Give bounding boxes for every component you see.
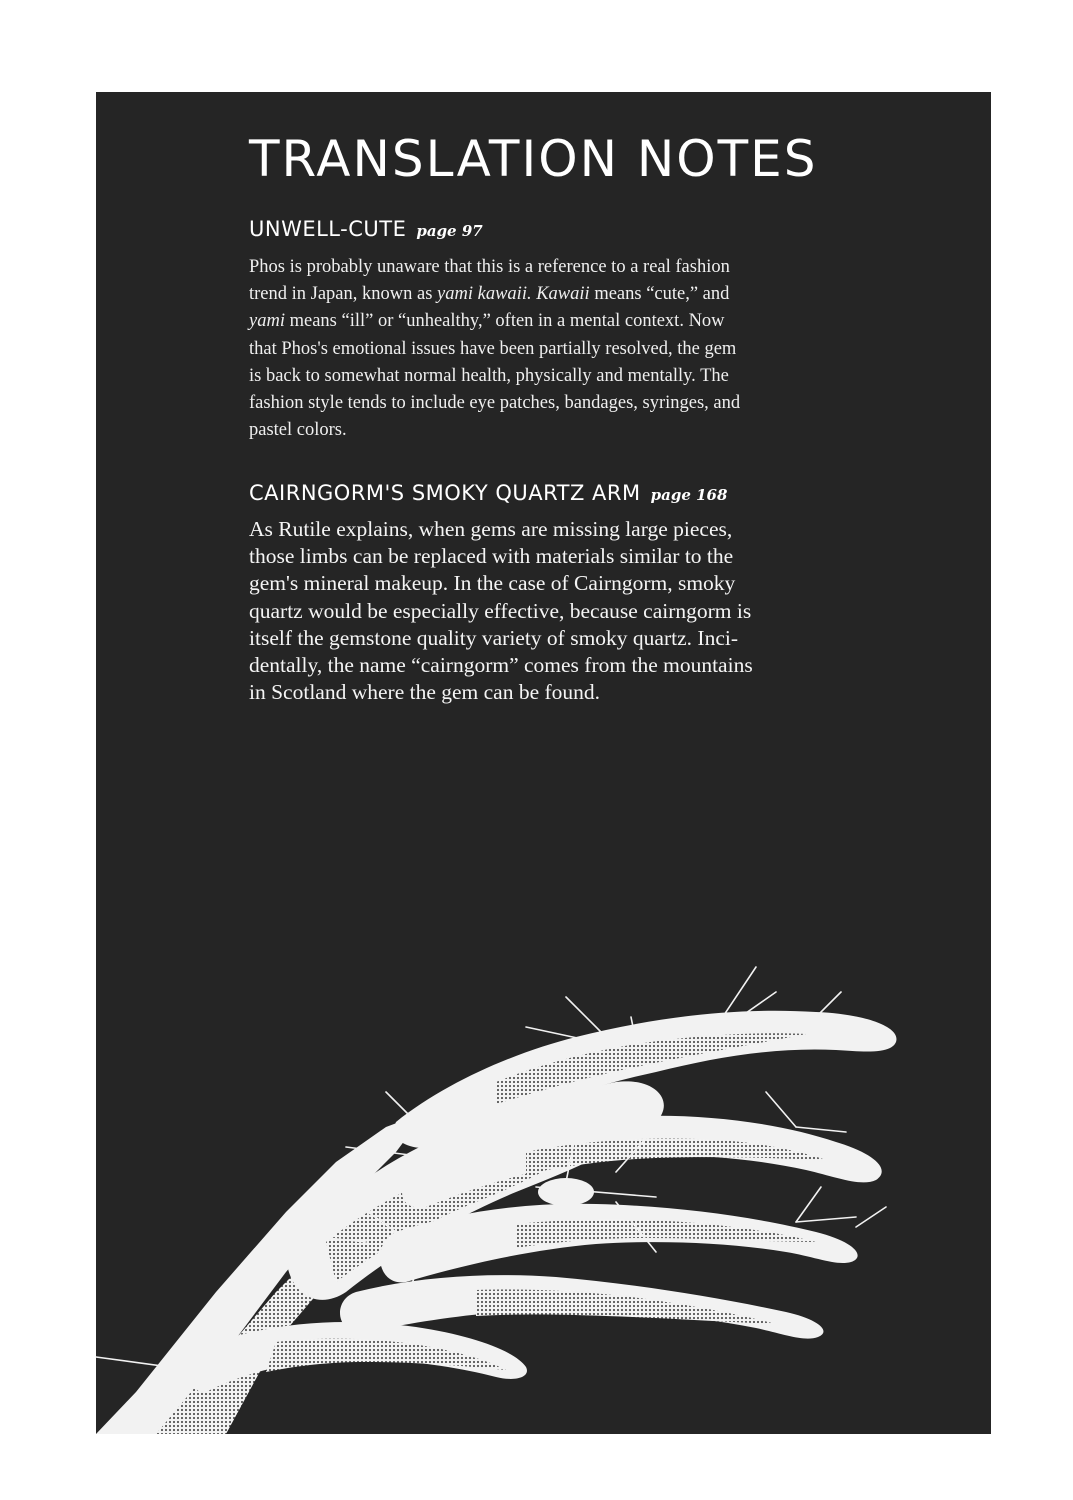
note-line	[249, 598, 849, 625]
text-run: itself the gemstone quality variety of smoky quartz. Inci-	[249, 625, 738, 650]
text-run: dentally, the name “cairngorm” comes from the mountains	[249, 653, 753, 678]
text-run: means “ill” or “unhealthy,” often in a mental context. Now	[284, 311, 725, 332]
note-line	[249, 417, 849, 444]
note-body	[249, 516, 849, 706]
text-run: quartz would be especially effective, because cairngorm is	[249, 598, 752, 623]
note-heading-text: UNWELL-CUTE	[249, 217, 407, 241]
note-heading-text: CAIRNGORM'S SMOKY QUARTZ ARM	[249, 481, 641, 505]
note-body	[249, 254, 849, 444]
note-smoky-quartz-arm	[249, 480, 849, 706]
note-line	[249, 543, 849, 570]
note-line	[249, 281, 849, 308]
italic-term: Kawaii	[536, 284, 590, 305]
text-run: in Scotland where the gem can be found.	[249, 680, 601, 705]
note-line	[249, 363, 849, 390]
page-reference: page 97	[416, 222, 483, 240]
text-run: means “cute,” and	[589, 284, 730, 305]
text-run: pastel colors.	[249, 420, 347, 441]
text-run: that Phos's emotional issues have been partially resolved, the gem	[249, 338, 737, 359]
text-run: gem's mineral makeup. In the case of Cairngorm, smoky	[249, 571, 736, 596]
page-reference: page 168	[650, 486, 728, 504]
note-heading	[249, 216, 849, 242]
text-run: fashion style tends to include eye patches, bandages, syringes, and	[249, 393, 741, 414]
text-run: is back to somewhat normal health, physically and mentally. The	[249, 365, 729, 386]
note-line	[249, 516, 849, 543]
note-line	[249, 254, 849, 281]
italic-term: yami	[249, 311, 285, 332]
note-unwell-cute	[249, 216, 849, 444]
note-line	[249, 390, 849, 417]
note-line	[249, 625, 849, 652]
text-run: trend in Japan, known as	[249, 284, 438, 305]
text-run: As Rutile explains, when gems are missing large pieces,	[249, 517, 733, 541]
note-heading	[249, 480, 849, 506]
text-run: those limbs can be replaced with materials similar to the	[249, 544, 734, 569]
italic-term: yami kawaii.	[437, 284, 532, 305]
note-line	[249, 679, 849, 706]
note-line	[249, 308, 849, 335]
note-line	[249, 652, 849, 679]
notes-panel	[96, 92, 991, 1434]
note-line	[249, 570, 849, 597]
text-run: Phos is probably unaware that this is a reference to a real fashion	[249, 257, 730, 277]
note-line	[249, 336, 849, 363]
page-title: TRANSLATION NOTES	[249, 130, 818, 188]
